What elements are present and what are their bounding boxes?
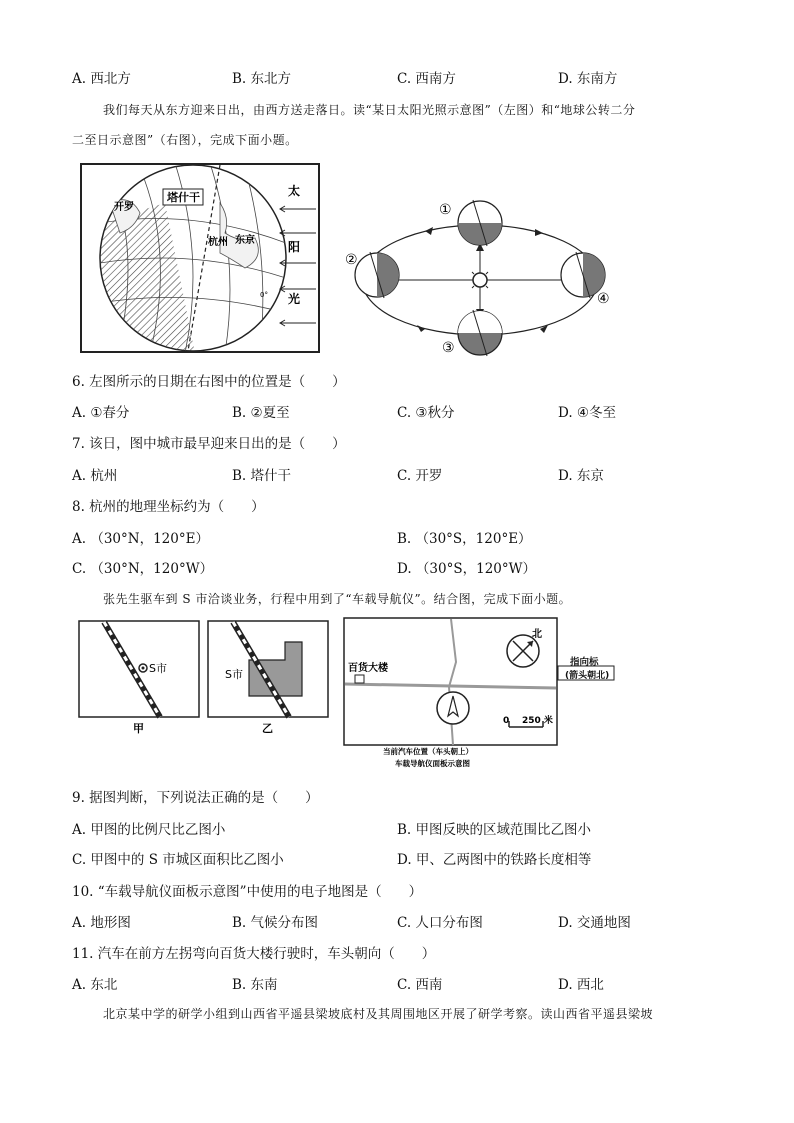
caption-yi: 乙 — [262, 722, 273, 735]
map-yi — [207, 620, 329, 736]
city-label-tokyo: 东京 — [235, 235, 255, 246]
compass-note: (箭头朝北) — [565, 671, 610, 681]
q9-option-d: D. 甲、乙两图中的铁路长度相等 — [397, 852, 592, 868]
q11-option-c: C. 西南 — [397, 977, 443, 993]
earth-position-2 — [345, 252, 399, 298]
q9-stem: 9. 据图判断，下列说法正确的是（ ） — [72, 790, 319, 806]
earth-position-4 — [561, 252, 610, 307]
q8-stem: 8. 杭州的地理坐标约为（ ） — [72, 499, 265, 515]
compass-title: 指向标 — [570, 657, 599, 668]
city-label-s-jia: S市 — [149, 662, 167, 675]
q5-option-d: D. 东南方 — [558, 71, 618, 87]
city-label-tashkent: 塔什干 — [167, 191, 200, 204]
compass-note-frame — [556, 652, 616, 682]
map-jia — [78, 620, 200, 736]
q6-option-c: C. ③秋分 — [397, 405, 455, 421]
orbit-figure — [335, 185, 625, 360]
q8-option-d: D. （30°S，120°W） — [397, 561, 536, 577]
q6-stem: 6. 左图所示的日期在右图中的位置是（ ） — [72, 374, 346, 390]
q11-option-b: B. 东南 — [232, 977, 278, 993]
q11-stem: 11. 汽车在前方左拐弯向百货大楼行驶时，车头朝向（ ） — [72, 946, 436, 962]
q8-option-c: C. （30°N，120°W） — [72, 561, 214, 577]
degree-label: 0° — [260, 291, 268, 299]
q5-option-b: B. 东北方 — [232, 71, 292, 87]
scale-value: 250 米 — [522, 716, 553, 726]
earth-position-1 — [439, 200, 502, 246]
q9-option-b: B. 甲图反映的区域范围比乙图小 — [397, 822, 592, 838]
intro2-line1: 张先生驱车到 S 市洽谈业务，行程中用到了“车载导航仪”。结合图，完成下面小题。 — [103, 592, 572, 606]
position-label-1: ① — [439, 202, 452, 218]
nav-panel-figure — [343, 617, 558, 772]
position-label-4: ④ — [597, 291, 610, 307]
q7-option-d: D. 东京 — [558, 468, 604, 484]
q5-option-c: C. 西南方 — [397, 71, 456, 87]
building-icon — [355, 675, 364, 683]
q6-option-b: B. ②夏至 — [232, 405, 290, 421]
city-label-s-yi: S市 — [225, 668, 243, 681]
q5-option-a: A. 西北方 — [72, 71, 131, 87]
north-label: 北 — [532, 629, 542, 640]
q11-option-a: A. 东北 — [72, 977, 118, 993]
q10-option-c: C. 人口分布图 — [397, 915, 483, 931]
q7-option-a: A. 杭州 — [72, 468, 118, 484]
caption-jia: 甲 — [133, 722, 144, 735]
position-label-3: ③ — [442, 340, 455, 356]
q10-option-b: B. 气候分布图 — [232, 915, 319, 931]
sunlight-char-3: 光 — [288, 292, 301, 306]
q7-option-b: B. 塔什干 — [232, 468, 292, 484]
nav-caption-1: 当前汽车位置（车头朝上） — [383, 747, 473, 756]
q11-option-d: D. 西北 — [558, 977, 604, 993]
sunlight-globe-figure — [80, 163, 320, 353]
intro1-line1: 我们每天从东方迎来日出，由西方送走落日。读“某日太阳光照示意图”（左图）和“地球公转二分 — [103, 103, 636, 117]
q10-option-a: A. 地形图 — [72, 915, 131, 931]
q10-stem: 10. “车载导航仪面板示意图”中使用的电子地图是（ ） — [72, 884, 423, 900]
city-label-hangzhou: 杭州 — [208, 237, 228, 248]
q8-option-b: B. （30°S，120°E） — [397, 531, 532, 547]
q6-option-d: D. ④冬至 — [558, 405, 617, 421]
intro3-line1: 北京某中学的研学小组到山西省平遥县梁坡底村及其周围地区开展了研学考察。读山西省平遥县梁坡 — [103, 1007, 654, 1021]
sunlight-char-2: 阳 — [288, 240, 301, 254]
q7-stem: 7. 该日，图中城市最早迎来日出的是（ ） — [72, 436, 346, 452]
nav-caption-2: 车载导航仪面板示意图 — [395, 759, 470, 768]
building-label: 百货大楼 — [348, 663, 388, 674]
position-label-2: ② — [345, 252, 358, 268]
q10-option-d: D. 交通地图 — [558, 915, 631, 931]
q9-option-a: A. 甲图的比例尺比乙图小 — [72, 822, 226, 838]
q7-option-c: C. 开罗 — [397, 468, 443, 484]
city-label-cairo: 开罗 — [114, 202, 134, 213]
sunlight-char-1: 太 — [288, 184, 301, 198]
q6-option-a: A. ①春分 — [72, 405, 130, 421]
intro1-line2: 二至日示意图”（右图），完成下面小题。 — [72, 133, 298, 147]
q9-option-c: C. 甲图中的 S 市城区面积比乙图小 — [72, 852, 284, 868]
scale-zero: 0 — [503, 716, 510, 726]
q8-option-a: A. （30°N，120°E） — [72, 531, 209, 547]
